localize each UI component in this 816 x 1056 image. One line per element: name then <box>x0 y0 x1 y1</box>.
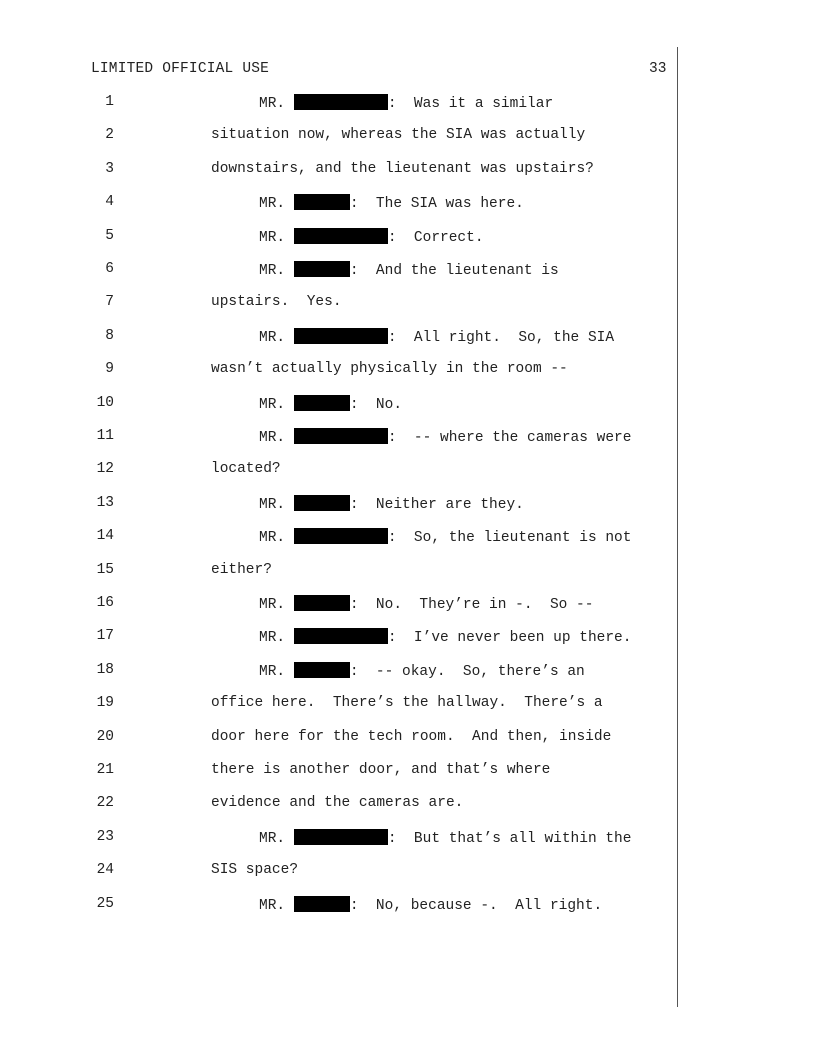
speaker-prefix: MR. <box>259 830 294 847</box>
speaker-line-text <box>259 628 631 646</box>
continuation-text: evidence and the cameras are. <box>211 795 464 812</box>
transcript-line <box>0 228 816 250</box>
speaker-prefix: MR. <box>259 396 294 413</box>
speaker-prefix: MR. <box>259 430 294 446</box>
transcript-line <box>0 862 816 884</box>
speech-text: : -- okay. So, there’s an <box>349 663 585 680</box>
speaker-prefix: MR. <box>259 196 294 213</box>
transcript-line <box>0 395 816 417</box>
speech-text: : But that’s all within the <box>387 830 632 847</box>
transcript-line <box>0 94 816 116</box>
line-number: 9 <box>105 361 114 378</box>
page-number: 33 <box>649 61 667 77</box>
continuation-text: downstairs, and the lieutenant was upstairs? <box>211 160 594 177</box>
speaker-prefix: MR. <box>259 663 294 680</box>
line-number: 17 <box>96 628 114 645</box>
speech-text: : Was it a similar <box>387 96 554 112</box>
transcript-line <box>0 896 816 918</box>
speech-text: : Neither are they. <box>349 496 524 513</box>
line-number: 25 <box>96 895 114 912</box>
transcript-line <box>0 762 816 784</box>
speaker-prefix: MR. <box>259 496 294 513</box>
transcript-line <box>0 428 816 450</box>
transcript-line <box>0 328 816 350</box>
redaction-block <box>294 628 388 644</box>
redaction-block <box>294 428 388 444</box>
speaker-line-text <box>259 261 559 279</box>
continuation-text: situation now, whereas the SIA was actually <box>211 127 586 144</box>
transcript-line <box>0 495 816 517</box>
speaker-prefix: MR. <box>259 630 294 647</box>
continuation-text: either? <box>211 561 272 578</box>
line-number: 22 <box>96 795 114 812</box>
transcript-line <box>0 829 816 851</box>
redaction-block <box>294 495 350 511</box>
speaker-prefix: MR. <box>259 597 294 613</box>
speaker-line-text <box>259 194 524 212</box>
redaction-block <box>294 595 350 611</box>
transcript-line <box>0 194 816 216</box>
speaker-line-text <box>259 94 553 112</box>
continuation-text: located? <box>211 461 281 478</box>
transcript-line <box>0 795 816 817</box>
speech-text: : No. They’re in -. So -- <box>349 597 594 613</box>
continuation-text: there is another door, and that’s where <box>211 762 551 778</box>
speaker-prefix: MR. <box>259 96 294 112</box>
speaker-line-text <box>259 328 614 346</box>
continuation-text: wasn’t actually physically in the room -- <box>211 361 568 378</box>
line-number: 11 <box>96 428 114 444</box>
line-number: 7 <box>105 294 114 311</box>
line-number: 5 <box>105 227 114 244</box>
transcript-line <box>0 662 816 684</box>
speech-text: : I’ve never been up there. <box>387 630 632 647</box>
speech-text: : Correct. <box>387 229 484 246</box>
continuation-text: office here. There’s the hallway. There’s a <box>211 695 603 712</box>
speech-text: : No. <box>349 396 403 413</box>
redaction-block <box>294 261 350 277</box>
line-number: 8 <box>105 327 114 344</box>
speaker-prefix: MR. <box>259 329 294 346</box>
speaker-prefix: MR. <box>259 229 294 246</box>
speaker-line-text <box>259 829 631 847</box>
speech-text: : All right. So, the SIA <box>387 329 615 346</box>
redaction-block <box>294 896 350 912</box>
speaker-line-text <box>259 896 602 914</box>
speaker-prefix: MR. <box>259 263 294 279</box>
redaction-block <box>294 662 350 678</box>
transcript-line <box>0 562 816 584</box>
line-number: 14 <box>96 528 114 545</box>
transcript-line <box>0 261 816 283</box>
redaction-block <box>294 194 350 210</box>
speaker-line-text <box>259 395 402 413</box>
transcript-line <box>0 695 816 717</box>
speech-text: : And the lieutenant is <box>349 263 559 279</box>
speaker-line-text <box>259 528 631 546</box>
speaker-line-text <box>259 228 484 246</box>
transcript-line <box>0 461 816 483</box>
redaction-block <box>294 395 350 411</box>
line-number: 21 <box>96 762 114 778</box>
transcript-line <box>0 595 816 617</box>
continuation-text: upstairs. Yes. <box>211 294 342 311</box>
transcript-line <box>0 361 816 383</box>
redaction-block <box>294 328 388 344</box>
speaker-line-text <box>259 428 631 446</box>
line-number: 24 <box>96 862 114 879</box>
line-number: 10 <box>96 394 114 411</box>
line-number: 6 <box>105 261 114 277</box>
line-number: 4 <box>105 194 114 211</box>
line-number: 23 <box>96 828 114 845</box>
redaction-block <box>294 829 388 845</box>
speech-text: : -- where the cameras were <box>387 430 632 446</box>
continuation-text: SIS space? <box>211 862 299 879</box>
speaker-line-text <box>259 662 585 680</box>
speech-text: : So, the lieutenant is not <box>387 530 632 547</box>
line-number: 13 <box>96 494 114 511</box>
line-number: 16 <box>96 595 114 611</box>
line-number: 12 <box>96 461 114 478</box>
line-number: 19 <box>96 695 114 712</box>
transcript-line <box>0 528 816 550</box>
line-number: 3 <box>105 160 114 177</box>
line-number: 1 <box>105 94 114 110</box>
transcript-line <box>0 161 816 183</box>
line-number: 18 <box>96 661 114 678</box>
speaker-prefix: MR. <box>259 530 294 547</box>
transcript-line <box>0 628 816 650</box>
transcript-line <box>0 294 816 316</box>
line-number: 15 <box>96 561 114 578</box>
speaker-line-text <box>259 595 593 613</box>
speaker-prefix: MR. <box>259 897 294 914</box>
redaction-block <box>294 528 388 544</box>
header-classification: LIMITED OFFICIAL USE <box>91 61 270 77</box>
continuation-text: door here for the tech room. And then, inside <box>211 728 612 745</box>
redaction-block <box>294 228 388 244</box>
transcript-line <box>0 729 816 751</box>
speech-text: : No, because -. All right. <box>349 897 603 914</box>
line-number: 2 <box>105 127 114 144</box>
transcript-line <box>0 127 816 149</box>
redaction-block <box>294 94 388 110</box>
line-number: 20 <box>96 728 114 745</box>
speech-text: : The SIA was here. <box>349 196 524 213</box>
speaker-line-text <box>259 495 524 513</box>
